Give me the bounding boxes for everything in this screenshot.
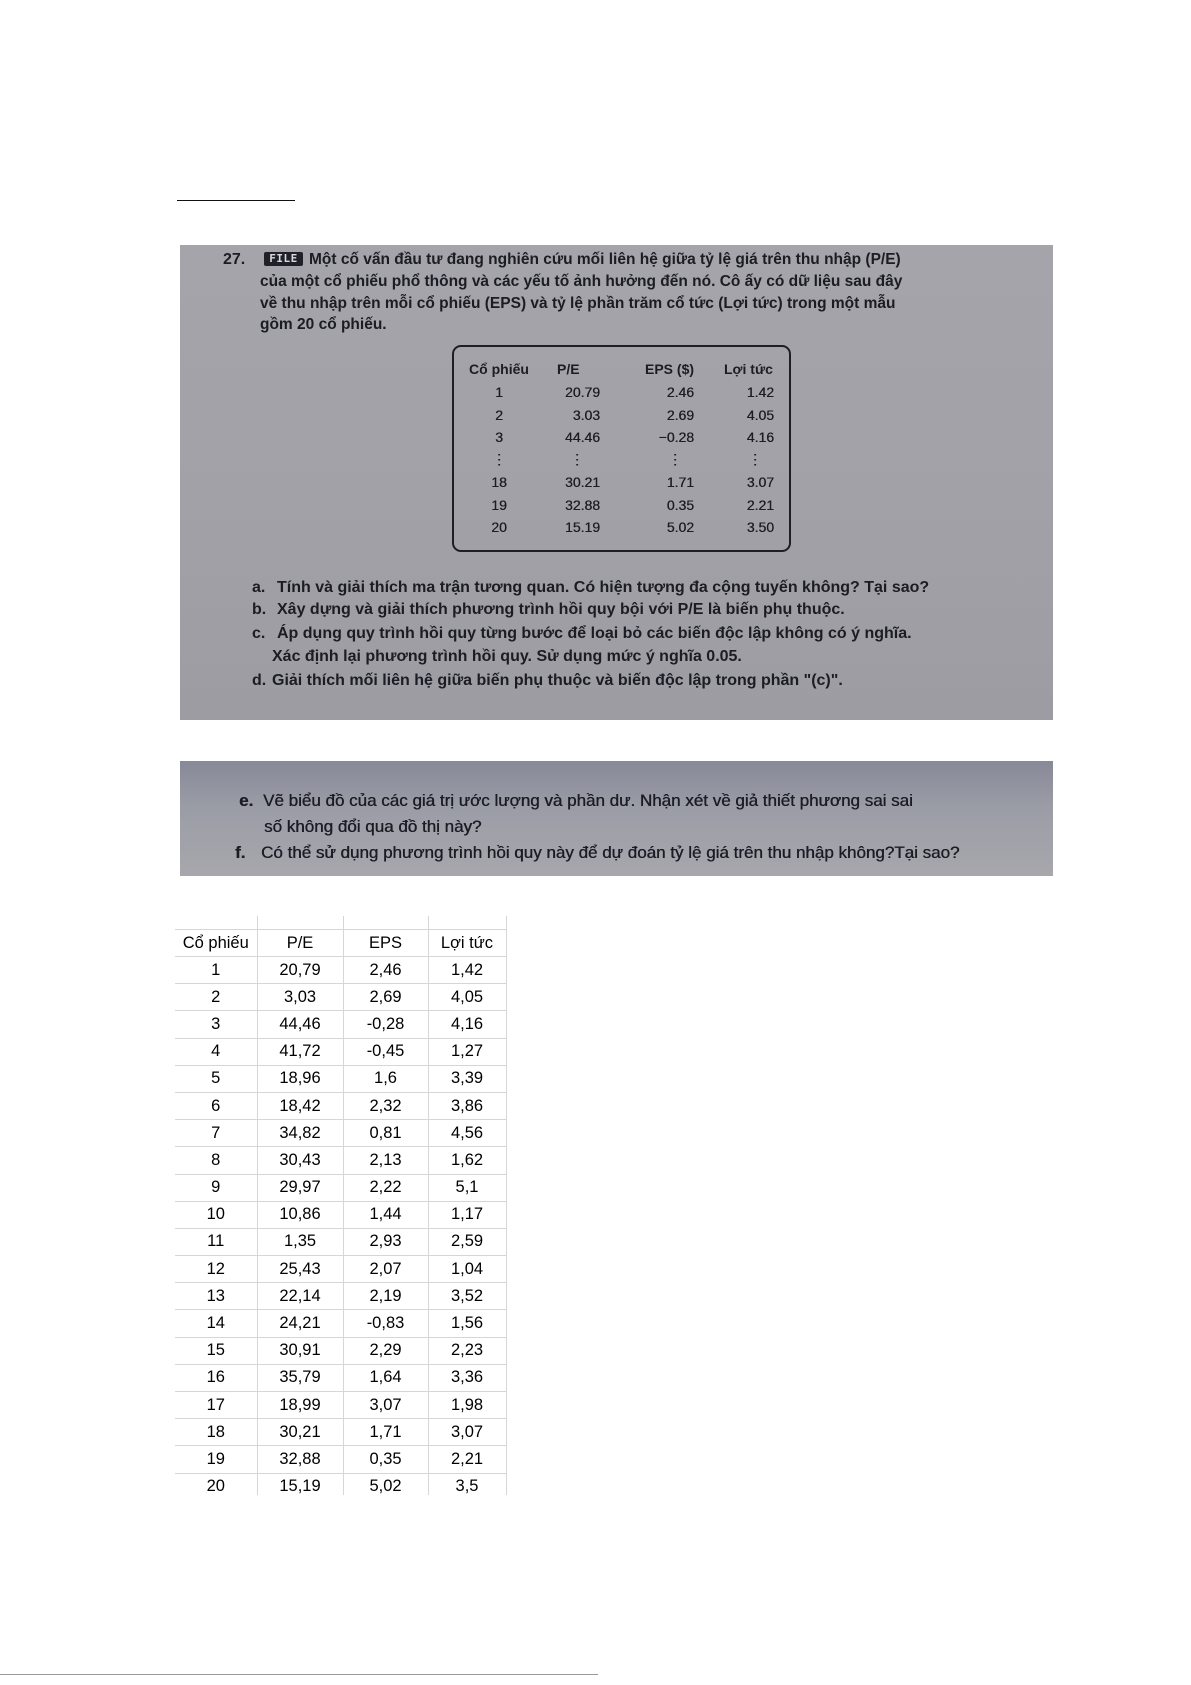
eps-cell: -0,28 — [343, 1011, 428, 1038]
question-e-text-cont: số không đổi qua đồ thị này? — [264, 817, 482, 836]
eps-cell: 2,19 — [343, 1283, 428, 1310]
yield-cell: 4.16 — [746, 429, 774, 446]
eps-cell: -0,45 — [343, 1038, 428, 1065]
pe-cell: 20.79 — [564, 384, 600, 401]
table-row — [454, 381, 789, 404]
eps-cell: 2,32 — [343, 1092, 428, 1119]
stock-cell: 17 — [175, 1392, 257, 1419]
table-row — [175, 1392, 506, 1419]
header-stock: Cổ phiếu — [469, 361, 529, 377]
sample-table-body — [454, 381, 789, 539]
pe-cell: 20,79 — [257, 957, 343, 984]
stock-cell: 11 — [175, 1228, 257, 1255]
column-header-stock: Cổ phiếu — [175, 930, 257, 957]
yield-cell: 4.05 — [746, 406, 774, 423]
stock-cell: 19 — [175, 1446, 257, 1473]
yield-cell: 1,17 — [428, 1201, 506, 1228]
pe-cell: 18,96 — [257, 1065, 343, 1092]
yield-cell: 3,07 — [428, 1419, 506, 1446]
pe-cell: 35,79 — [257, 1364, 343, 1391]
eps-cell: 0,35 — [343, 1446, 428, 1473]
table-row — [175, 1256, 506, 1283]
stock-cell: 6 — [175, 1092, 257, 1119]
pe-cell: 3.03 — [572, 406, 600, 423]
pe-cell: 3,03 — [257, 984, 343, 1011]
problem-intro-line: Một cố vấn đầu tư đang nghiên cứu mối liên hệ giữa tỷ lệ giá trên thu nhập (P/E) — [309, 251, 901, 268]
header-pe: P/E — [557, 361, 580, 377]
cut-off-row — [175, 916, 506, 930]
column-header-yield: Lợi tức — [428, 930, 506, 957]
table-row — [175, 1446, 506, 1473]
stock-cell: 4 — [175, 1038, 257, 1065]
table-row — [175, 1065, 506, 1092]
yield-cell: 3,5 — [428, 1473, 506, 1495]
yield-cell: 1,98 — [428, 1392, 506, 1419]
pe-cell: 18,99 — [257, 1392, 343, 1419]
stock-cell: ⋮ — [492, 451, 506, 468]
eps-cell: 5,02 — [343, 1473, 428, 1495]
stock-cell: 12 — [175, 1256, 257, 1283]
yield-cell: 3.07 — [746, 474, 774, 491]
table-row — [454, 449, 789, 472]
table-row — [454, 471, 789, 494]
pe-cell: 24,21 — [257, 1310, 343, 1337]
table-row — [454, 426, 789, 449]
stock-cell: 8 — [175, 1147, 257, 1174]
stock-cell: 18 — [175, 1419, 257, 1446]
stock-cell: 18 — [491, 474, 507, 491]
pe-cell: 30,21 — [257, 1419, 343, 1446]
stock-cell: 2 — [175, 984, 257, 1011]
table-row — [175, 1174, 506, 1201]
table-header-row — [175, 930, 506, 957]
stock-cell: 16 — [175, 1364, 257, 1391]
stock-cell: 2 — [495, 406, 503, 423]
stock-cell: 1 — [175, 957, 257, 984]
stock-cell: 5 — [175, 1065, 257, 1092]
eps-cell: 2.69 — [666, 406, 694, 423]
pe-cell: 22,14 — [257, 1283, 343, 1310]
table-row — [175, 1473, 506, 1495]
eps-cell: 0.35 — [666, 496, 694, 513]
question-c-label: c. — [252, 625, 266, 642]
header-eps: EPS ($) — [645, 361, 695, 377]
pe-cell: 10,86 — [257, 1201, 343, 1228]
pe-cell: 15,19 — [257, 1473, 343, 1495]
column-header-eps: EPS — [343, 930, 428, 957]
yield-cell: 1,56 — [428, 1310, 506, 1337]
pe-cell: 44,46 — [257, 1011, 343, 1038]
problem-intro-line: gồm 20 cổ phiếu. — [260, 316, 387, 333]
spreadsheet-body — [175, 957, 506, 1496]
eps-cell: 2,69 — [343, 984, 428, 1011]
stock-cell: 7 — [175, 1120, 257, 1147]
table-row — [454, 516, 789, 539]
empty-cell — [175, 916, 257, 930]
problem-intro-line: về thu nhập trên mỗi cổ phiếu (EPS) và tỷ lệ phần trăm cổ tức (Lợi tức) trong một mẫu — [260, 295, 896, 312]
stock-cell: 3 — [175, 1011, 257, 1038]
pe-cell: ⋮ — [570, 451, 584, 468]
yield-cell: 2,21 — [428, 1446, 506, 1473]
pe-cell: 34,82 — [257, 1120, 343, 1147]
yield-cell: 2.21 — [746, 496, 774, 513]
pe-cell: 32,88 — [257, 1446, 343, 1473]
column-header-pe: P/E — [257, 930, 343, 957]
pe-cell: 44.46 — [564, 429, 600, 446]
stock-cell: 14 — [175, 1310, 257, 1337]
question-f-text: Có thể sử dụng phương trình hồi quy này để dự đoán tỷ lệ giá trên thu nhập không?Tại sao? — [261, 843, 960, 862]
table-row — [175, 1092, 506, 1119]
eps-cell: 2,93 — [343, 1228, 428, 1255]
eps-cell: 2,07 — [343, 1256, 428, 1283]
table-row — [175, 1337, 506, 1364]
pe-cell: 30.21 — [564, 474, 600, 491]
heading-underline — [177, 200, 295, 201]
pe-cell: 30,91 — [257, 1337, 343, 1364]
problem-photo — [180, 245, 1053, 720]
question-b-text: Xây dựng và giải thích phương trình hồi quy bội với P/E là biến phụ thuộc. — [277, 601, 845, 618]
yield-cell: 1,27 — [428, 1038, 506, 1065]
yield-cell: 1,04 — [428, 1256, 506, 1283]
table-row — [175, 1228, 506, 1255]
eps-cell: −0.28 — [658, 429, 694, 446]
footer-divider — [0, 1674, 598, 1675]
pe-cell: 29,97 — [257, 1174, 343, 1201]
pe-cell: 1,35 — [257, 1228, 343, 1255]
question-f-label: f. — [235, 843, 246, 862]
eps-cell: 1,64 — [343, 1364, 428, 1391]
question-c-text: Áp dụng quy trình hồi quy từng bước để loại bỏ các biến độc lập không có ý nghĩa. — [277, 625, 912, 642]
stock-cell: 1 — [495, 384, 503, 401]
yield-cell: ⋮ — [748, 451, 762, 468]
problem-intro-line: của một cổ phiếu phổ thông và các yếu tố ảnh hưởng đến nó. Cô ấy có dữ liệu sau đây — [260, 273, 903, 290]
yield-cell: 2,23 — [428, 1337, 506, 1364]
question-d-text: Giải thích mối liên hệ giữa biến phụ thuộc và biến độc lập trong phần "(c)". — [272, 672, 843, 689]
empty-cell — [343, 916, 428, 930]
data-grid — [175, 916, 507, 1495]
yield-cell: 3,39 — [428, 1065, 506, 1092]
eps-cell: 2.46 — [666, 384, 694, 401]
pe-cell: 41,72 — [257, 1038, 343, 1065]
question-e-text: Vẽ biểu đồ của các giá trị ước lượng và phần dư. Nhận xét về giả thiết phương sai sai — [263, 791, 913, 810]
file-badge-icon: FILE — [264, 252, 303, 266]
yield-cell: 1.42 — [746, 384, 774, 401]
table-row — [175, 1147, 506, 1174]
yield-cell: 1,42 — [428, 957, 506, 984]
eps-cell: 2,13 — [343, 1147, 428, 1174]
eps-cell: -0,83 — [343, 1310, 428, 1337]
yield-cell: 3,86 — [428, 1092, 506, 1119]
stock-cell: 20 — [175, 1473, 257, 1495]
yield-cell: 3.50 — [746, 519, 774, 536]
pe-cell: 32.88 — [564, 496, 600, 513]
sample-data-table — [452, 345, 791, 552]
spreadsheet-table — [175, 916, 507, 1495]
question-a-text: Tính và giải thích ma trận tương quan. Có hiện tượng đa cộng tuyến không? Tại sao? — [277, 579, 930, 596]
stock-cell: 9 — [175, 1174, 257, 1201]
eps-cell: 2,46 — [343, 957, 428, 984]
table-row — [454, 404, 789, 427]
table-row — [175, 1310, 506, 1337]
eps-cell: 1,6 — [343, 1065, 428, 1092]
table-row — [175, 1419, 506, 1446]
pe-cell: 25,43 — [257, 1256, 343, 1283]
table-row — [175, 957, 506, 984]
yield-cell: 1,62 — [428, 1147, 506, 1174]
table-row — [175, 984, 506, 1011]
problem-number: 27. — [223, 251, 246, 268]
eps-cell: 0,81 — [343, 1120, 428, 1147]
stock-cell: 20 — [491, 519, 507, 536]
yield-cell: 3,36 — [428, 1364, 506, 1391]
eps-cell: 5.02 — [666, 519, 694, 536]
header-yield: Lợi tức — [724, 361, 773, 377]
eps-cell: 2,29 — [343, 1337, 428, 1364]
table-row — [175, 1011, 506, 1038]
stock-cell: 13 — [175, 1283, 257, 1310]
question-a-label: a. — [252, 579, 266, 596]
table-row — [175, 1038, 506, 1065]
yield-cell: 5,1 — [428, 1174, 506, 1201]
question-e-label: e. — [239, 791, 254, 810]
table-row — [454, 494, 789, 517]
yield-cell: 3,52 — [428, 1283, 506, 1310]
empty-cell — [428, 916, 506, 930]
question-c-text-cont: Xác định lại phương trình hồi quy. Sử dụng mức ý nghĩa 0.05. — [272, 648, 742, 665]
stock-cell: 10 — [175, 1201, 257, 1228]
empty-cell — [257, 916, 343, 930]
eps-cell: 2,22 — [343, 1174, 428, 1201]
question-b-label: b. — [252, 601, 267, 618]
pe-cell: 30,43 — [257, 1147, 343, 1174]
eps-cell: 1.71 — [666, 474, 694, 491]
problem-continuation-photo — [180, 761, 1053, 876]
eps-cell: 3,07 — [343, 1392, 428, 1419]
stock-cell: 15 — [175, 1337, 257, 1364]
table-header-row — [454, 357, 789, 381]
eps-cell: 1,44 — [343, 1201, 428, 1228]
question-d-label: d. — [252, 672, 267, 689]
yield-cell: 2,59 — [428, 1228, 506, 1255]
yield-cell: 4,56 — [428, 1120, 506, 1147]
table-row — [175, 1364, 506, 1391]
stock-cell: 19 — [491, 496, 507, 513]
table-row — [175, 1120, 506, 1147]
table-row — [175, 1283, 506, 1310]
eps-cell: 1,71 — [343, 1419, 428, 1446]
yield-cell: 4,05 — [428, 984, 506, 1011]
eps-cell: ⋮ — [668, 451, 682, 468]
pe-cell: 18,42 — [257, 1092, 343, 1119]
yield-cell: 4,16 — [428, 1011, 506, 1038]
sample-table — [454, 357, 789, 539]
table-row — [175, 1201, 506, 1228]
pe-cell: 15.19 — [564, 519, 600, 536]
stock-cell: 3 — [495, 429, 503, 446]
